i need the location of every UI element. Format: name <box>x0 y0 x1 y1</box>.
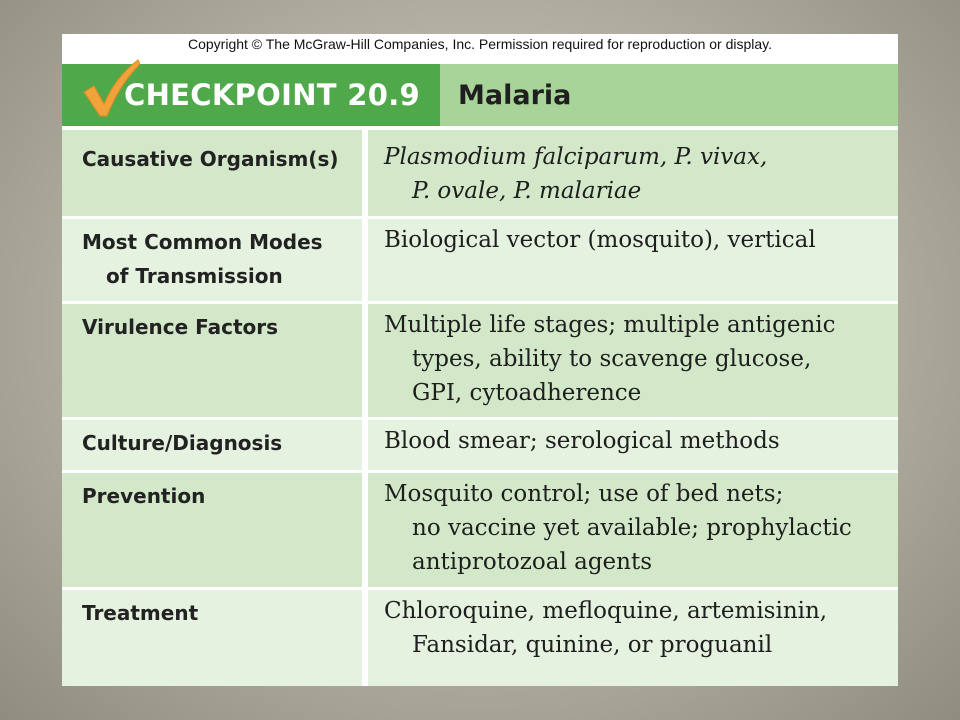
row-label-line: Treatment <box>82 601 199 625</box>
label-cell <box>62 420 362 470</box>
value-cell <box>368 130 898 216</box>
row-value-line: Mosquito control; use of bed nets; <box>384 481 784 507</box>
row-label-line: Virulence Factors <box>82 315 279 339</box>
row-value <box>384 308 894 410</box>
value-cell <box>368 590 898 686</box>
row-label <box>82 479 352 513</box>
row-label <box>82 426 352 460</box>
row-label-line: Culture/Diagnosis <box>82 431 283 455</box>
row-value <box>384 477 894 579</box>
row-value-line: Blood smear; serological methods <box>384 428 780 454</box>
row-value <box>384 424 894 458</box>
row-value-line: types, ability to scavenge glucose, <box>412 346 812 372</box>
row-value-line: Chloroquine, mefloquine, artemisinin, <box>384 598 828 624</box>
table-row-prevention <box>62 473 898 587</box>
checkpoint-title: CHECKPOINT 20.9 <box>124 78 421 112</box>
row-label <box>82 310 352 344</box>
checkpoint-table <box>62 64 898 686</box>
row-value-line: antiprotozoal agents <box>412 549 653 575</box>
row-label <box>82 142 352 176</box>
row-label-line: Causative Organism(s) <box>82 147 339 171</box>
value-cell <box>368 420 898 470</box>
label-cell <box>62 304 362 417</box>
row-label-line: Most Common Modes <box>82 230 323 254</box>
row-label <box>82 596 352 630</box>
row-value-line: P. ovale, P. malariae <box>412 178 642 204</box>
column-divider <box>362 130 368 686</box>
row-value-line: Fansidar, quinine, or proguanil <box>412 632 773 658</box>
row-value-line: no vaccine yet available; prophylactic <box>412 515 852 541</box>
table-row-culture-diagnosis <box>62 420 898 470</box>
table-row-causative-organisms <box>62 130 898 216</box>
row-value-line: Biological vector (mosquito), vertical <box>384 227 816 253</box>
row-value-line: GPI, cytoadherence <box>412 380 642 406</box>
table-row-treatment <box>62 590 898 686</box>
value-cell <box>368 219 898 301</box>
row-value <box>384 140 894 208</box>
label-cell <box>62 473 362 587</box>
slide <box>62 34 898 686</box>
row-value-line: Plasmodium falciparum, P. vivax, <box>384 144 768 170</box>
row-label-line: of Transmission <box>106 264 283 288</box>
copyright-notice: Copyright © The McGraw-Hill Companies, Inc. Permission required for reproduction or display. <box>187 36 773 52</box>
value-cell <box>368 304 898 417</box>
table-row-transmission <box>62 219 898 301</box>
row-value <box>384 594 894 662</box>
label-cell <box>62 219 362 301</box>
row-label <box>82 225 352 293</box>
value-cell <box>368 473 898 587</box>
row-value <box>384 223 894 257</box>
topic-title: Malaria <box>458 80 572 111</box>
table-row-virulence-factors <box>62 304 898 417</box>
label-cell <box>62 590 362 686</box>
row-value-line: Multiple life stages; multiple antigenic <box>384 312 836 338</box>
row-label-line: Prevention <box>82 484 206 508</box>
table-header <box>62 64 898 130</box>
label-cell <box>62 130 362 216</box>
